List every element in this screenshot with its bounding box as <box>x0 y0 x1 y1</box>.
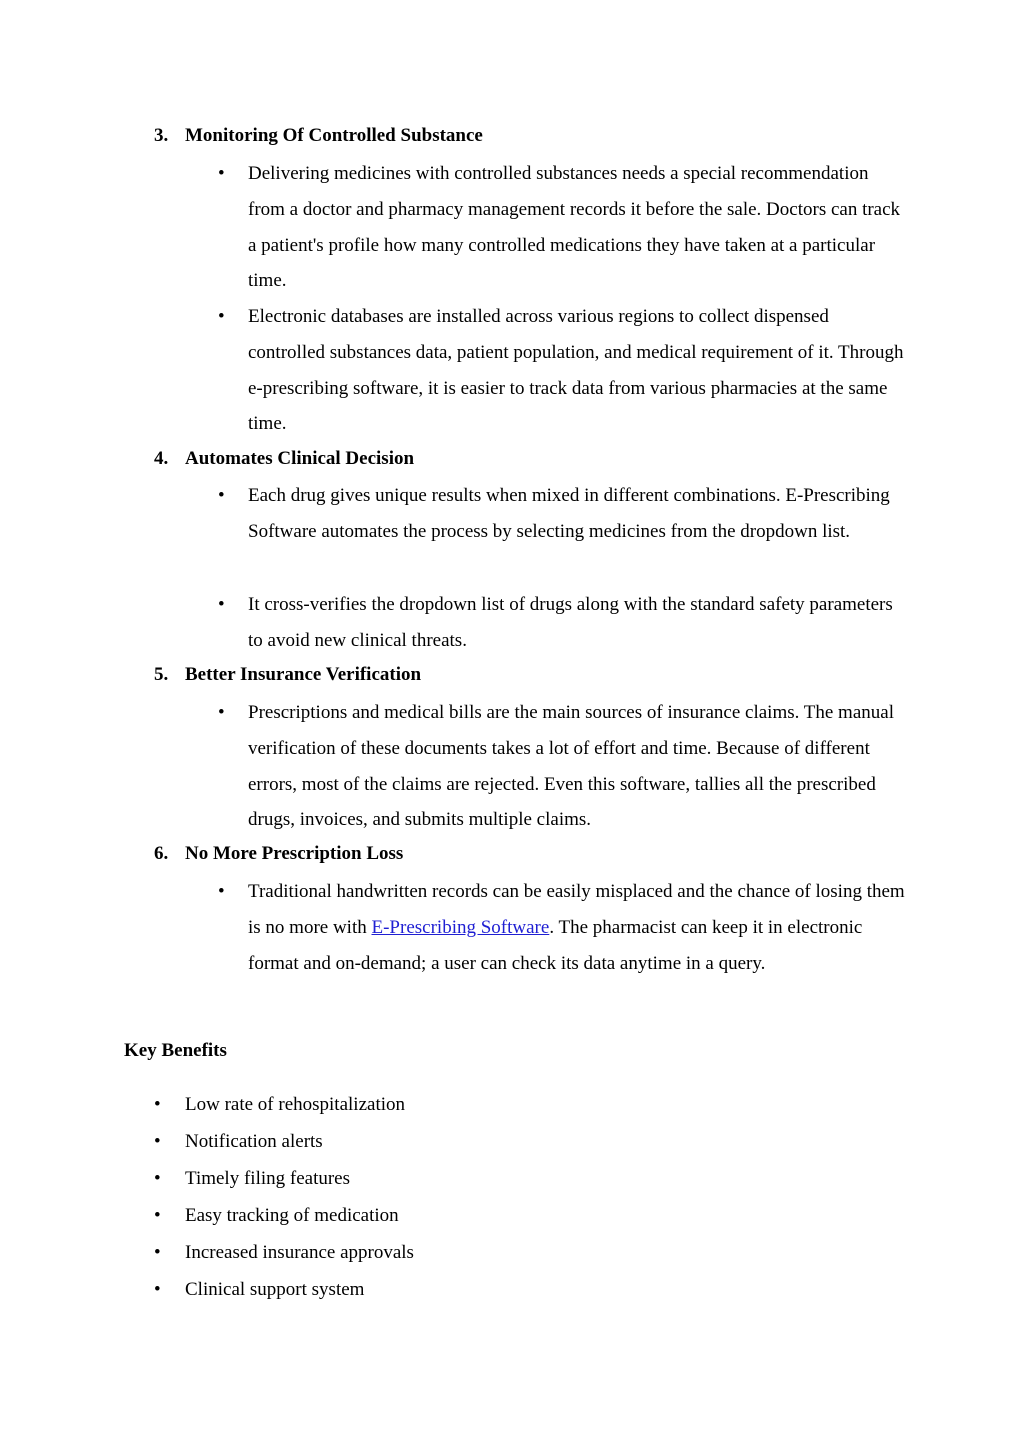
section-heading-3 <box>154 124 483 148</box>
bullet-icon: • <box>218 163 225 184</box>
bullet-icon: • <box>218 702 225 723</box>
bullet-text: It cross-verifies the dropdown list of drugs along with the standard safety parameters to avoid new clinical threats. <box>248 594 893 651</box>
section-number: 4. <box>154 448 169 469</box>
benefit-text: Increased insurance approvals <box>185 1242 414 1263</box>
section-title: No More Prescription Loss <box>185 843 404 864</box>
section-number: 5. <box>154 664 169 685</box>
bullet-icon: • <box>218 306 225 327</box>
section-number: 6. <box>154 843 169 864</box>
section-heading-4 <box>154 447 414 471</box>
section-heading-5 <box>154 663 421 687</box>
list-item <box>154 1241 414 1265</box>
bullet-icon: • <box>154 1168 161 1189</box>
e-prescribing-software-link[interactable]: E-Prescribing Software <box>371 916 550 938</box>
bullet-text <box>248 874 908 981</box>
bullet-icon: • <box>218 881 225 902</box>
bullet-icon: • <box>218 485 225 506</box>
benefit-text: Low rate of rehospitalization <box>185 1094 406 1115</box>
bullet-text: Prescriptions and medical bills are the main sources of insurance claims. The manual verification of these documents takes a lot of effort and time. Because of different errors, most of the claims are rejected. Even this software, tallies all the prescribed drugs, invoices, and submits multiple claims. <box>248 702 894 831</box>
benefit-text: Notification alerts <box>185 1131 323 1152</box>
key-benefits-heading: Key Benefits <box>124 1040 227 1061</box>
bullet-icon: • <box>154 1205 161 1226</box>
section-heading-6 <box>154 842 403 866</box>
bullet-text: Delivering medicines with controlled substances needs a special recommendation from a doctor and pharmacy management records it before the sale. Doctors can track a patient's profile how many controlled medications they have taken at a particular time. <box>248 163 901 292</box>
list-item <box>154 1204 399 1228</box>
section-number: 3. <box>154 125 169 146</box>
list-item <box>154 1130 323 1154</box>
section-title: Monitoring Of Controlled Substance <box>185 125 483 146</box>
bullet-icon: • <box>154 1242 161 1263</box>
bullet-icon: • <box>154 1094 161 1115</box>
list-item <box>154 1093 405 1117</box>
bullet-icon: • <box>154 1131 161 1152</box>
bullet-text-after-link: . The pharmacist can keep it in electronic format and on-demand; a user can check its data anytime in a query. <box>248 916 863 974</box>
bullet-text: Electronic databases are installed across various regions to collect dispensed controlled substances data, patient population, and medical requirement of it. Through e-prescribing software, it is easier to track data from various pharmacies at the same time. <box>248 306 904 435</box>
benefit-text: Easy tracking of medication <box>185 1205 399 1226</box>
bullet-text: Each drug gives unique results when mixed in different combinations. E-Prescribing Software automates the process by selecting medicines from the dropdown list. <box>248 485 890 542</box>
benefit-text: Timely filing features <box>185 1168 350 1189</box>
bullet-icon: • <box>154 1279 161 1300</box>
section-title: Automates Clinical Decision <box>185 448 415 469</box>
benefit-text: Clinical support system <box>185 1279 365 1300</box>
bullet-icon: • <box>218 594 225 615</box>
list-item <box>154 1278 364 1302</box>
bullet-text-before-link: Traditional handwritten records can be easily misplaced and the chance of losing them is no more with <box>248 881 905 938</box>
section-title: Better Insurance Verification <box>185 664 422 685</box>
list-item <box>154 1167 350 1191</box>
